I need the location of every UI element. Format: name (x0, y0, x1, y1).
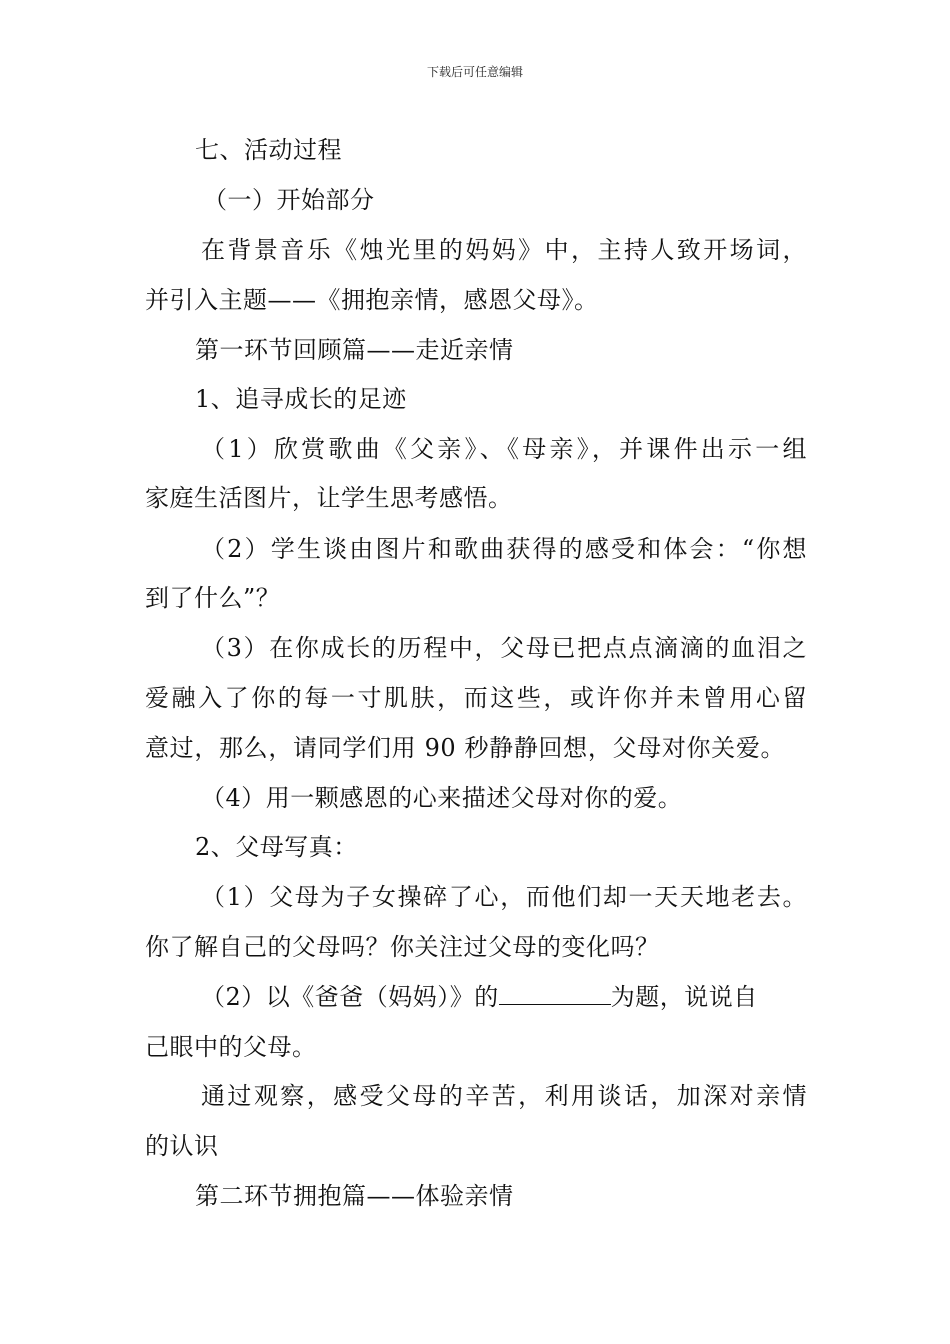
fill-in-blank (499, 984, 611, 1005)
part-heading: 第二环节拥抱篇——体验亲情 (195, 1182, 514, 1210)
paragraph-line-with-blank (201, 981, 758, 1013)
paragraph-fragment: 为题，说说自 (610, 983, 758, 1011)
paragraph-line: 通过观察，感受父母的辛苦，利用谈话，加深对亲情 (201, 1082, 807, 1110)
paragraph-line: （1）父母为子女操碎了心，而他们却一天天地老去。 (201, 883, 807, 911)
paragraph-fragment: （2）以《爸爸（妈妈）》的 (201, 983, 499, 1011)
paragraph-line: 爱融入了你的每一寸肌肤，而这些，或许你并未曾用心留 (145, 684, 807, 712)
item-heading: 2、父母写真： (195, 833, 358, 861)
paragraph-line: 家庭生活图片，让学生思考感悟。 (145, 484, 513, 512)
paragraph-line: 在背景音乐《烛光里的妈妈》中，主持人致开场词， (201, 236, 807, 264)
page-header: 下载后可任意编辑 (426, 65, 523, 79)
part-heading: 第一环节回顾篇——走近亲情 (195, 336, 514, 364)
paragraph-line: （3）在你成长的历程中，父母已把点点滴滴的血泪之 (201, 634, 807, 662)
paragraph-line: （2）学生谈由图片和歌曲获得的感受和体会：“你想 (201, 535, 807, 563)
paragraph-line: 你了解自己的父母吗？你关注过父母的变化吗？ (145, 933, 660, 961)
paragraph-line: （4）用一颗感恩的心来描述父母对你的爱。 (201, 784, 683, 812)
paragraph-line: 并引入主题——《拥抱亲情，感恩父母》。 (145, 286, 599, 314)
item-heading: 1、追寻成长的足迹 (195, 385, 407, 413)
subsection-heading: （一）开始部分 (203, 186, 375, 214)
paragraph-line: 的认识 (145, 1132, 219, 1160)
section-heading: 七、活动过程 (195, 136, 342, 164)
paragraph-line: 意过，那么，请同学们用 90 秒静静回想，父母对你关爱。 (145, 734, 785, 762)
paragraph-line: 己眼中的父母。 (145, 1033, 317, 1061)
paragraph-line: 到了什么”？ (145, 584, 281, 612)
paragraph-line: （1）欣赏歌曲《父亲》、《母亲》，并课件出示一组 (201, 435, 807, 463)
